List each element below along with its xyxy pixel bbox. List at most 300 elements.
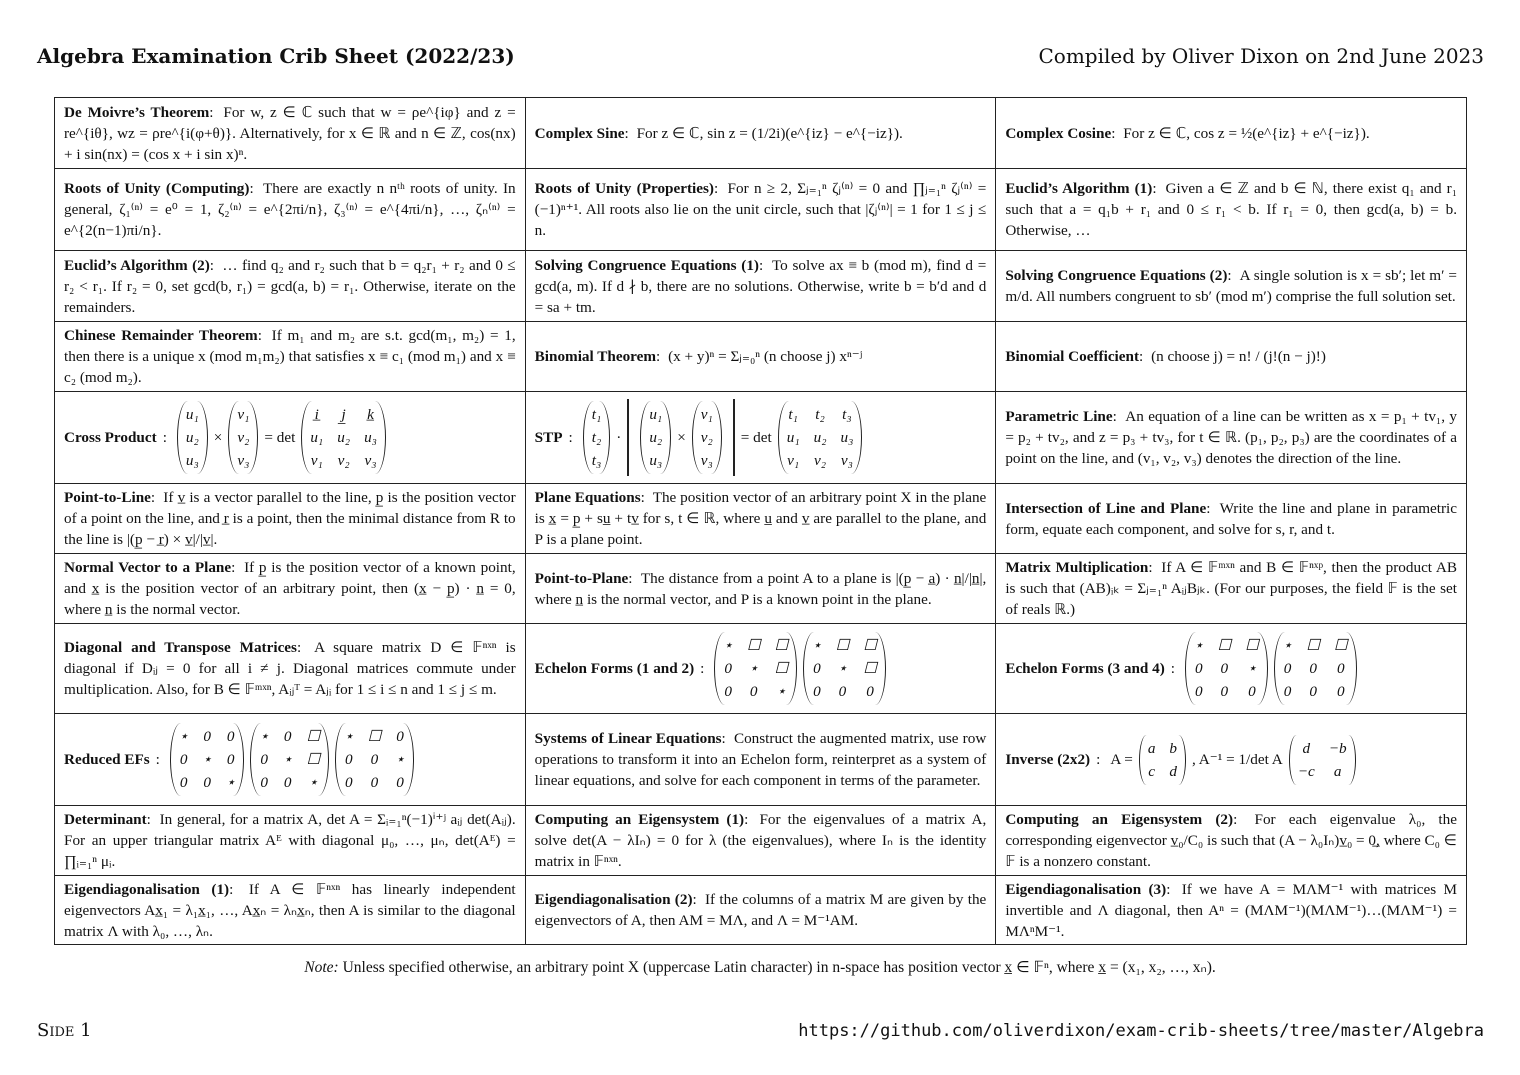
matrix-entry: t₂ [815, 406, 825, 423]
cell-title: Computing an Eigensystem (2) [1005, 811, 1234, 828]
formula-cell [55, 169, 526, 251]
formula-cell [55, 484, 526, 554]
title-colon: : [1139, 348, 1148, 365]
title-colon: : [1170, 660, 1176, 677]
title-colon: : [1112, 408, 1122, 425]
matrix-entry: v₁ [787, 452, 800, 469]
matrix [692, 401, 722, 474]
matrix-entry: i̲ [314, 406, 319, 423]
cell-title: Echelon Forms (3 and 4) [1005, 660, 1165, 677]
cell-body: If v̲ is a vector parallel to the line, p̲ is the position vector of a point on the line, and r̲ is a point, then the minimal distance from R to the line is |(p̲ − r̲) × v̲|/|v̲|. [64, 489, 516, 548]
matrix-entry: 0 [1336, 660, 1345, 677]
cell-text [535, 346, 987, 367]
matrix-entry: v₁ [310, 452, 323, 469]
matrix-entry: ⋆ [812, 637, 822, 654]
formula-cell [525, 806, 996, 876]
matrix-entry: 0 [1309, 660, 1317, 677]
matrix [640, 401, 671, 474]
cell-title: Normal Vector to a Plane [64, 559, 232, 576]
table-row [55, 624, 1467, 714]
formula-line [1005, 632, 1457, 705]
cell-title: Euclid’s Algorithm (2) [64, 256, 210, 274]
matrix-entry: t₁ [788, 406, 798, 423]
matrix-entry: u₁ [649, 406, 663, 423]
title-colon: : [257, 327, 268, 344]
matrix-entry: u₂ [813, 429, 827, 446]
matrix-entry: 0 [370, 751, 379, 768]
matrix-entry: v₁ [237, 406, 250, 423]
matrix-entry: a [1333, 762, 1342, 780]
formula-symbol: A = [1110, 751, 1133, 768]
cell-title: Echelon Forms (1 and 2) [534, 660, 695, 677]
cell-body: If A ∈ 𝔽ⁿˣⁿ has linearly independent eigenvectors Ax̲₁ = λ₁x̲₁, …, Ax̲ₙ = λₙx̲ₙ, then A is similar to the diagonal matrix Λ with λ₀, …, λₙ. [64, 880, 516, 940]
title-colon: : [759, 256, 768, 274]
matrix-entry: ☐ [746, 637, 761, 654]
cell-body: … find q₂ and r₂ such that b = q₂r₁ + r₂ and 0 ≤ r₂ < r₁. If r₂ = 0, set gcd(b, r₁) = gcd(a, b) = r₁. Otherwise, iterate on the remainders. [64, 256, 516, 316]
cell-title: Diagonal and Transpose Matrices [64, 639, 297, 656]
cell-text [1005, 123, 1457, 144]
matrix [803, 632, 886, 705]
cell-body: For z ∈ ℂ, cos z = ½(e^{iz} + e^{−iz}). [1123, 124, 1370, 142]
formula-cell [55, 251, 526, 322]
matrix-entry: ⋆ [1247, 660, 1257, 677]
matrix-entry: 0 [226, 728, 235, 745]
cell-body: For each eigenvalue λ₀, the corresponding eigenvector v̲₀/C₀ is such that (A − λ₀Iₙ)v̲₀ = 0̲, where C₀ ∈ 𝔽 is a nonzero constant. [1005, 811, 1457, 870]
formula-line [535, 632, 987, 705]
formula-cell [525, 484, 996, 554]
formula-table [54, 97, 1467, 945]
matrix-entry: ⋆ [225, 774, 236, 791]
cell-text [1005, 265, 1457, 307]
footnote [0, 958, 1520, 977]
matrix-entry: ☐ [1245, 637, 1259, 654]
cell-text [1005, 809, 1457, 872]
bracket-group [627, 399, 734, 476]
matrix-entry: t₁ [591, 406, 602, 423]
cell-text [64, 487, 516, 550]
title-colon: : [1166, 880, 1178, 898]
matrix-entry: ☐ [774, 637, 789, 654]
cell-body: The distance from a point A to a plane is |(p̲ − a̲) · n̲|/|n̲|, where n̲ is the normal vector, and P is a known point in the plane. [534, 569, 987, 608]
matrix-entry: ☐ [835, 637, 850, 654]
formula-cell [55, 806, 526, 876]
cell-text [64, 102, 516, 165]
matrix-entry: ⋆ [308, 774, 319, 791]
cell-body: A single solution is x = sb′; let m′ = m/d. All numbers congruent to sb′ (mod m′) comprise the full solution set. [1005, 267, 1457, 305]
cell-title: Parametric Line [1005, 408, 1113, 425]
cell-body: For w, z ∈ ℂ such that w = ρe^{iφ} and z = re^{iθ}, wz = ρre^{i(φ+θ)}. Alternatively, for x ∈ ℝ and n ∈ ℤ, cos(nx) + i sin(nx) = (cos x + i sin x)ⁿ. [64, 103, 516, 163]
cell-title: Computing an Eigensystem (1) [534, 811, 745, 828]
cell-body: Given a ∈ ℤ and b ∈ ℕ, there exist q₁ and r₁ such that a = q₁b + r₁ and 0 ≤ r₁ < b. If r₁ = 0, then gcd(a, b) = b. Otherwise, … [1005, 180, 1457, 239]
matrix [301, 401, 386, 474]
title-colon: : [1152, 180, 1162, 197]
matrix-entry: ☐ [306, 751, 321, 768]
cell-body: (n choose j) = n! / (j!(n − j)!) [1151, 348, 1326, 365]
matrix-entry: 0 [838, 683, 847, 700]
formula-symbol: × [213, 429, 223, 446]
cell-title: Eigendiagonalisation (2) [534, 891, 693, 908]
matrix [250, 723, 329, 796]
formula-symbol: = det [740, 429, 772, 446]
title-colon: : [162, 429, 167, 446]
matrix-entry: v₁ [700, 406, 713, 423]
compiled-by: Compiled by Oliver Dixon on 2nd June 2023 [1038, 44, 1484, 68]
cell-text [64, 809, 516, 872]
matrix-entry: 0 [813, 683, 821, 700]
note-label: Note: [304, 959, 339, 976]
cell-title: Eigendiagonalisation (1) [64, 880, 230, 898]
matrix-entry: 0 [179, 774, 188, 791]
cell-text [1005, 879, 1457, 942]
formula-cell [996, 484, 1467, 554]
formula-cell [525, 322, 996, 392]
matrix-entry: ☐ [367, 728, 382, 745]
cell-title: Roots of Unity (Properties) [534, 180, 714, 197]
formula-cell [525, 392, 996, 484]
matrix-entry: ☐ [1333, 637, 1348, 654]
table-row [55, 484, 1467, 554]
title-colon: : [692, 891, 701, 908]
title-colon: : [231, 559, 241, 576]
table-row [55, 98, 1467, 169]
cell-title: Binomial Theorem [534, 348, 657, 365]
matrix-entry: d [1169, 762, 1178, 780]
matrix-entry: ☐ [306, 728, 321, 745]
cell-body: The position vector of an arbitrary point X in the plane is x̲ = p̲ + su̲ + tv̲ for s, t ∈ ℝ, where u̲ and v̲ are parallel to the plane, and P is a plane point. [534, 489, 987, 548]
matrix-entry: 0 [866, 683, 874, 700]
matrix-entry: ⋆ [723, 637, 733, 654]
formula-cell [996, 98, 1467, 169]
matrix-entry: 0 [813, 660, 821, 677]
matrix-entry: t₂ [591, 429, 602, 446]
cell-body: If m₁ and m₂ are s.t. gcd(m₁, m₂) = 1, then there is a unique x (mod m₁m₂) that satisfies x ≡ c₁ (mod m₁) and x ≡ c₂ (mod m₂). [64, 327, 516, 386]
table-row [55, 251, 1467, 322]
table-row [55, 876, 1467, 945]
cell-body: In general, for a matrix A, det A = Σᵢ₌₁ⁿ(−1)ⁱ⁺ʲ aᵢⱼ det(Aᵢⱼ). For an upper triangular matrix Aᴱ with diagonal μ₀, …, μₙ, det(Aᴱ) = ∏ᵢ₌₁ⁿ μᵢ. [64, 811, 516, 870]
matrix-entry: 0 [1194, 660, 1203, 677]
matrix-entry: 0 [1336, 683, 1345, 700]
title-colon: : [568, 429, 573, 446]
title-colon: : [640, 489, 649, 506]
matrix [1289, 735, 1356, 785]
cell-text [64, 879, 516, 942]
cell-body: If the columns of a matrix M are given by the eigenvectors of A, then AM = MΛ, and Λ = M⁻¹AM. [534, 891, 987, 929]
matrix-entry: ⋆ [1194, 637, 1204, 654]
cell-body: An equation of a line can be written as x = p₁ + tv₁, y = p₂ + tv₂, and z = p₃ + tv₃, for t ∈ ℝ. (p₁, p₂, p₃) are the coordinates of a point on the line, and (v₁, v₂, v₃) denotes the direction of the line. [1005, 408, 1457, 467]
cell-text [1005, 557, 1457, 620]
cell-text [535, 728, 987, 791]
cell-title: Plane Equations [534, 489, 641, 506]
cell-title: Complex Cosine [1005, 124, 1112, 142]
cell-text [1005, 346, 1457, 367]
matrix-entry: v₃ [237, 452, 250, 469]
matrix-entry: v₃ [700, 452, 713, 469]
formula-cell [525, 98, 996, 169]
cell-title: Point-to-Plane [534, 569, 629, 587]
matrix-entry: ⋆ [837, 660, 848, 677]
cell-text [535, 123, 987, 144]
cell-text [64, 557, 516, 620]
title-colon: : [721, 730, 730, 747]
title-colon: : [1111, 124, 1120, 142]
matrix-entry: 0 [370, 774, 379, 791]
matrix-entry: 0 [1283, 683, 1292, 700]
formula-cell [525, 169, 996, 251]
cell-text [64, 325, 516, 388]
title-colon: : [700, 660, 705, 677]
title-colon: : [1206, 499, 1216, 517]
cell-title: Point-to-Line [64, 489, 151, 506]
matrix-entry: u₃ [840, 429, 854, 446]
matrix-entry: v₃ [364, 452, 377, 469]
formula-line [64, 723, 516, 796]
formula-cell [996, 624, 1467, 714]
formula-line [535, 399, 987, 476]
title-colon: : [624, 124, 633, 142]
matrix-entry: ☐ [1217, 637, 1232, 654]
matrix-entry: ⋆ [202, 751, 212, 768]
matrix-entry: 0 [724, 683, 732, 700]
formula-line [1005, 735, 1457, 785]
title-colon: : [744, 811, 756, 828]
matrix-entry: 0 [396, 728, 404, 745]
formula-cell [55, 98, 526, 169]
cell-title: Cross Product [64, 429, 157, 446]
matrix-entry: 0 [203, 728, 211, 745]
matrix [778, 401, 863, 474]
cell-text [64, 178, 516, 241]
formula-cell [55, 714, 526, 806]
title-colon: : [1148, 559, 1158, 576]
formula-cell [525, 554, 996, 624]
matrix-entry: u₂ [337, 429, 351, 446]
table-row [55, 714, 1467, 806]
matrix-entry: u₃ [364, 429, 377, 446]
cell-body: A square matrix D ∈ 𝔽ⁿˣⁿ is diagonal if Dᵢⱼ = 0 for all i ≠ j. Diagonal matrices commute under multiplication. Also, for B ∈ 𝔽ᵐˣⁿ, Aᵢⱼᵀ = Aⱼᵢ for 1 ≤ i ≤ n and 1 ≤ j ≤ m. [64, 639, 516, 698]
cell-body: For the eigenvalues of a matrix A, solve det(A − λIₙ) = 0 for λ (the eigenvalues), where Iₙ is the identity matrix in 𝔽ⁿˣⁿ. [534, 811, 987, 870]
formula-symbol: · [616, 429, 622, 446]
matrix-entry: 0 [396, 774, 404, 791]
title-colon: : [249, 180, 259, 197]
matrix-entry: 0 [226, 751, 235, 768]
cell-text [535, 568, 987, 610]
cell-body: If A ∈ 𝔽ᵐˣⁿ and B ∈ 𝔽ⁿˣᵖ, then the product AB is such that (AB)ᵢₖ = Σⱼ₌₁ⁿ AᵢⱼBⱼₖ. (For our purposes, the field 𝔽 is the set of reals ℝ.) [1005, 559, 1457, 618]
matrix-entry: u₂ [649, 429, 663, 446]
formula-symbol: × [677, 429, 686, 446]
matrix-entry: d [1302, 739, 1311, 757]
cell-body: There are exactly n nᵗʰ roots of unity. In general, ζ₁⁽ⁿ⁾ = e⁰ = 1, ζ₂⁽ⁿ⁾ = e^{2πi/n}, ζ₃⁽ⁿ⁾ = e^{4πi/n}, …, ζₙ⁽ⁿ⁾ = e^{2(n−1)πi/n}. [64, 180, 516, 239]
document-title: Algebra Examination Crib Sheet (2022/23) [37, 44, 515, 68]
matrix-entry: 0 [749, 683, 758, 700]
matrix-entry: v₂ [237, 429, 250, 446]
title-colon: : [713, 180, 724, 197]
cell-title: Intersection of Line and Plane [1005, 499, 1207, 517]
matrix [1139, 735, 1186, 785]
formula-symbol: , A⁻¹ = 1/det A [1192, 751, 1283, 768]
formula-cell [996, 806, 1467, 876]
matrix [714, 632, 797, 705]
side-label: Side 1 [37, 1020, 92, 1041]
cell-title: Systems of Linear Equations [534, 730, 722, 747]
matrix-entry: 0 [1220, 660, 1229, 677]
matrix-entry: u₁ [185, 406, 199, 423]
matrix-entry: ⋆ [776, 683, 787, 700]
matrix-entry: a [1147, 739, 1156, 757]
formula-cell [996, 251, 1467, 322]
formula-cell [55, 392, 526, 484]
cell-body: Construct the augmented matrix, use row operations to transform it into an Echelon form, reinterpret as a system of linear equations, and solve for each component in terms of the parameter. [534, 730, 987, 789]
matrix [1274, 632, 1357, 705]
matrix-entry: 0 [345, 774, 353, 791]
matrix-entry: 0 [179, 751, 188, 768]
cell-title: Determinant [64, 811, 147, 828]
table-row [55, 554, 1467, 624]
matrix-entry: 0 [1248, 683, 1256, 700]
formula-cell [996, 554, 1467, 624]
matrix [228, 401, 258, 474]
matrix [1185, 632, 1268, 705]
matrix-entry: 0 [1309, 683, 1317, 700]
matrix [170, 723, 245, 796]
cell-text [1005, 406, 1457, 469]
cell-body: To solve ax ≡ b (mod m), find d = gcd(a, m). If d ∤ b, there are no solutions. Otherwise, write b = b′d and d = sa + tm. [534, 256, 987, 316]
formula-cell [996, 714, 1467, 806]
cell-text [535, 255, 987, 318]
matrix-entry: j̲ [341, 406, 346, 423]
formula-cell [55, 554, 526, 624]
cell-title: De Moivre’s Theorem [64, 103, 210, 121]
title-colon: : [155, 751, 160, 768]
matrix-entry: 0 [1220, 683, 1229, 700]
cell-title: Inverse (2x2) [1005, 751, 1091, 768]
formula-cell [996, 322, 1467, 392]
matrix-entry: 0 [724, 660, 732, 677]
matrix-entry: 0 [345, 751, 353, 768]
formula-cell [525, 714, 996, 806]
matrix-entry: ☐ [1306, 637, 1320, 654]
matrix-entry: k̲ [367, 406, 374, 423]
cell-body: If we have A = MΛM⁻¹ with matrices M invertible and Λ diagonal, then Aⁿ = (MΛM⁻¹)(MΛM⁻¹)…(MΛM⁻¹) = MΛⁿM⁻¹. [1005, 880, 1457, 940]
cell-text [64, 255, 516, 318]
matrix-entry: 0 [1283, 660, 1292, 677]
matrix [177, 401, 208, 474]
title-colon: : [150, 489, 160, 506]
matrix-entry: v₂ [814, 452, 827, 469]
matrix [583, 401, 611, 474]
matrix-entry: u₁ [786, 429, 800, 446]
matrix-entry: ⋆ [748, 660, 759, 677]
cell-text [64, 637, 516, 700]
cell-body: (x + y)ⁿ = Σⱼ₌₀ⁿ (n choose j) xⁿ⁻ʲ [668, 348, 863, 365]
cell-text [535, 889, 987, 931]
title-colon: : [229, 880, 245, 898]
cell-text [1005, 178, 1457, 241]
matrix-entry: 0 [283, 728, 292, 745]
formula-cell [525, 624, 996, 714]
formula-cell [525, 876, 996, 945]
matrix-entry: c [1148, 762, 1155, 780]
matrix-entry: 0 [283, 774, 292, 791]
matrix-entry: v₂ [700, 429, 713, 446]
title-colon: : [209, 103, 220, 121]
matrix-entry: ⋆ [282, 751, 293, 768]
matrix-entry: v₃ [840, 452, 853, 469]
table-row [55, 392, 1467, 484]
matrix-entry: u₃ [185, 452, 199, 469]
cell-body: Write the line and plane in parametric form, equate each component, and solve for s, r, and t. [1005, 499, 1457, 538]
matrix-entry: ☐ [774, 660, 789, 677]
cell-title: Solving Congruence Equations (1) [534, 256, 759, 274]
cell-title: STP [534, 429, 563, 446]
title-colon: : [1233, 811, 1251, 828]
formula-cell [55, 624, 526, 714]
matrix-entry: ⋆ [1282, 637, 1293, 654]
table-row [55, 322, 1467, 392]
cell-body: For n ≥ 2, Σⱼ₌₁ⁿ ζⱼ⁽ⁿ⁾ = 0 and ∏ⱼ₌₁ⁿ ζⱼ⁽ⁿ⁾ = (−1)ⁿ⁺¹. All roots also lie on the unit circle, such that |ζⱼ⁽ⁿ⁾| = 1 for 1 ≤ j ≤ n. [534, 180, 987, 239]
cell-body: If p̲ is the position vector of a known point, and x̲ is the position vector of an arbitrary point, then (x̲ − p̲) · n̲ = 0, where n̲ is the normal vector. [64, 559, 516, 618]
matrix-entry: u₂ [185, 429, 199, 446]
formula-cell [996, 169, 1467, 251]
title-colon: : [209, 256, 219, 274]
formula-cell [55, 876, 526, 945]
source-url[interactable]: https://github.com/oliverdixon/exam-crib-sheets/tree/master/Algebra [798, 1021, 1484, 1041]
cell-title: Roots of Unity (Computing) [64, 180, 250, 197]
matrix-entry: b [1169, 739, 1178, 757]
title-colon: : [146, 811, 156, 828]
matrix-entry: ⋆ [259, 728, 269, 745]
matrix-entry: 0 [1194, 683, 1203, 700]
matrix-entry: ☐ [863, 637, 877, 654]
matrix-entry: −b [1328, 739, 1347, 757]
matrix-entry: ☐ [863, 660, 877, 677]
formula-cell [996, 876, 1467, 945]
cell-text [1005, 498, 1457, 540]
table-row [55, 169, 1467, 251]
matrix-entry: ⋆ [344, 728, 354, 745]
matrix-entry: u₁ [310, 429, 324, 446]
cell-title: Reduced EFs [64, 751, 150, 768]
matrix-entry: v₂ [337, 452, 350, 469]
cell-title: Chinese Remainder Theorem [64, 327, 258, 344]
matrix-entry: u₃ [649, 452, 663, 469]
formula-line [64, 401, 516, 474]
cell-title: Euclid’s Algorithm (1) [1005, 180, 1153, 197]
matrix-entry: 0 [260, 751, 268, 768]
title-colon: : [1096, 751, 1101, 768]
cell-title: Binomial Coefficient [1005, 348, 1140, 365]
matrix-entry: −c [1297, 762, 1315, 780]
cell-text [535, 178, 987, 241]
matrix-entry: ⋆ [178, 728, 189, 745]
cell-title: Eigendiagonalisation (3) [1005, 880, 1167, 898]
formula-cell [55, 322, 526, 392]
title-colon: : [628, 569, 637, 587]
cell-title: Complex Sine [534, 124, 625, 142]
formula-cell [996, 392, 1467, 484]
cell-title: Solving Congruence Equations (2) [1005, 267, 1228, 284]
formula-symbol: = det [264, 429, 296, 446]
cell-text [535, 809, 987, 872]
title-colon: : [1227, 267, 1236, 284]
matrix-entry: 0 [203, 774, 211, 791]
title-colon: : [656, 348, 665, 365]
title-colon: : [296, 639, 311, 656]
cell-title: Matrix Multiplication [1005, 559, 1149, 576]
note-text: Unless specified otherwise, an arbitrary point X (uppercase Latin character) in n-space has position vector x̲ ∈ 𝔽ⁿ, where x̲ = (x₁, x₂, …, xₙ). [342, 959, 1216, 976]
matrix-entry: t₃ [842, 406, 852, 423]
matrix-entry: ⋆ [395, 751, 405, 768]
cell-text [535, 487, 987, 550]
